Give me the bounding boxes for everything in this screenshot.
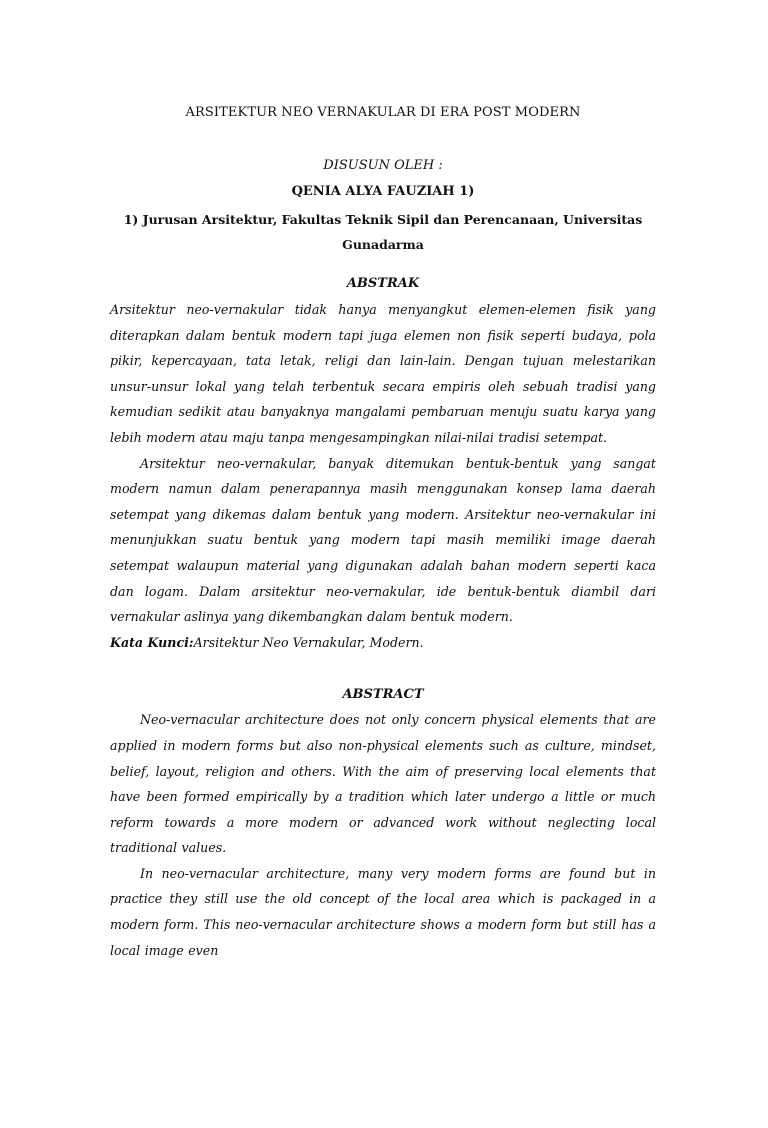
compiled-by-label: DISUSUN OLEH : [323,158,443,173]
abstract-paragraph-1: Neo-vernacular architecture does not only concern physical elements that are applied in modern forms but also non-physical elements such as culture, mindset, belief, layout, religion and others. With the aim of preserving local elements that have been formed empirically by a tradition which later undergo a little or much reform towards a more modern or advanced work without neglecting local traditional values. [110,712,656,856]
abstrak-paragraph-2: Arsitektur neo-vernakular, banyak ditemukan bentuk-bentuk yang sangat modern namun dalam penerapannya masih menggunakan konsep lama daerah setempat yang dikemas dalam bentuk yang modern. Arsitektur neo-vernakular ini menunjukkan suatu bentuk yang modern tapi masih memiliki image daerah setempat walaupun material yang digunakan adalah bahan modern seperti kaca dan logam. Dalam arsitektur neo-vernakular, ide bentuk-bentuk diambil dari vernakular aslinya yang dikembangkan dalam bentuk modern. [110,455,656,625]
abstrak-paragraph-1: Arsitektur neo-vernakular tidak hanya menyangkut elemen-elemen fisik yang diterapkan dalam bentuk modern tapi juga elemen non fisik seperti budaya, pola pikir, kepercayaan, tata letak, religi dan lain-lain. Dengan tujuan melestarikan unsur-unsur lokal yang telah terbentuk secara empiris oleh sebuah tradisi yang kemudian sedikit atau banyaknya mangalami pembaruan menuju suatu karya yang lebih modern atau maju tanpa mengesampingkan nilai-nilai tradisi setempat. [110,302,656,445]
keywords-value: Arsitektur Neo Vernakular, Modern. [193,634,424,650]
author-name: QENIA ALYA FAUZIAH 1) [291,184,475,199]
document-page [0,104,768,1128]
keywords [110,630,656,656]
author-affiliation: 1) Jurusan Arsitektur, Fakultas Teknik Sipil dan Perencanaan, Universitas Gunadarma [123,212,643,252]
abstract-paragraph-2: In neo-vernacular architecture, many very modern forms are found but in practice they still use the old concept of the local area which is packaged in a modern form. This neo-vernacular architecture shows a modern form but still has a local image even [110,865,656,958]
keywords-label: Kata Kunci: [110,634,194,650]
abstrak-heading: ABSTRAK [346,276,420,291]
abstract-heading: ABSTRACT [342,687,424,703]
paper-title: ARSITEKTUR NEO VERNAKULAR DI ERA POST MODERN [185,105,581,120]
